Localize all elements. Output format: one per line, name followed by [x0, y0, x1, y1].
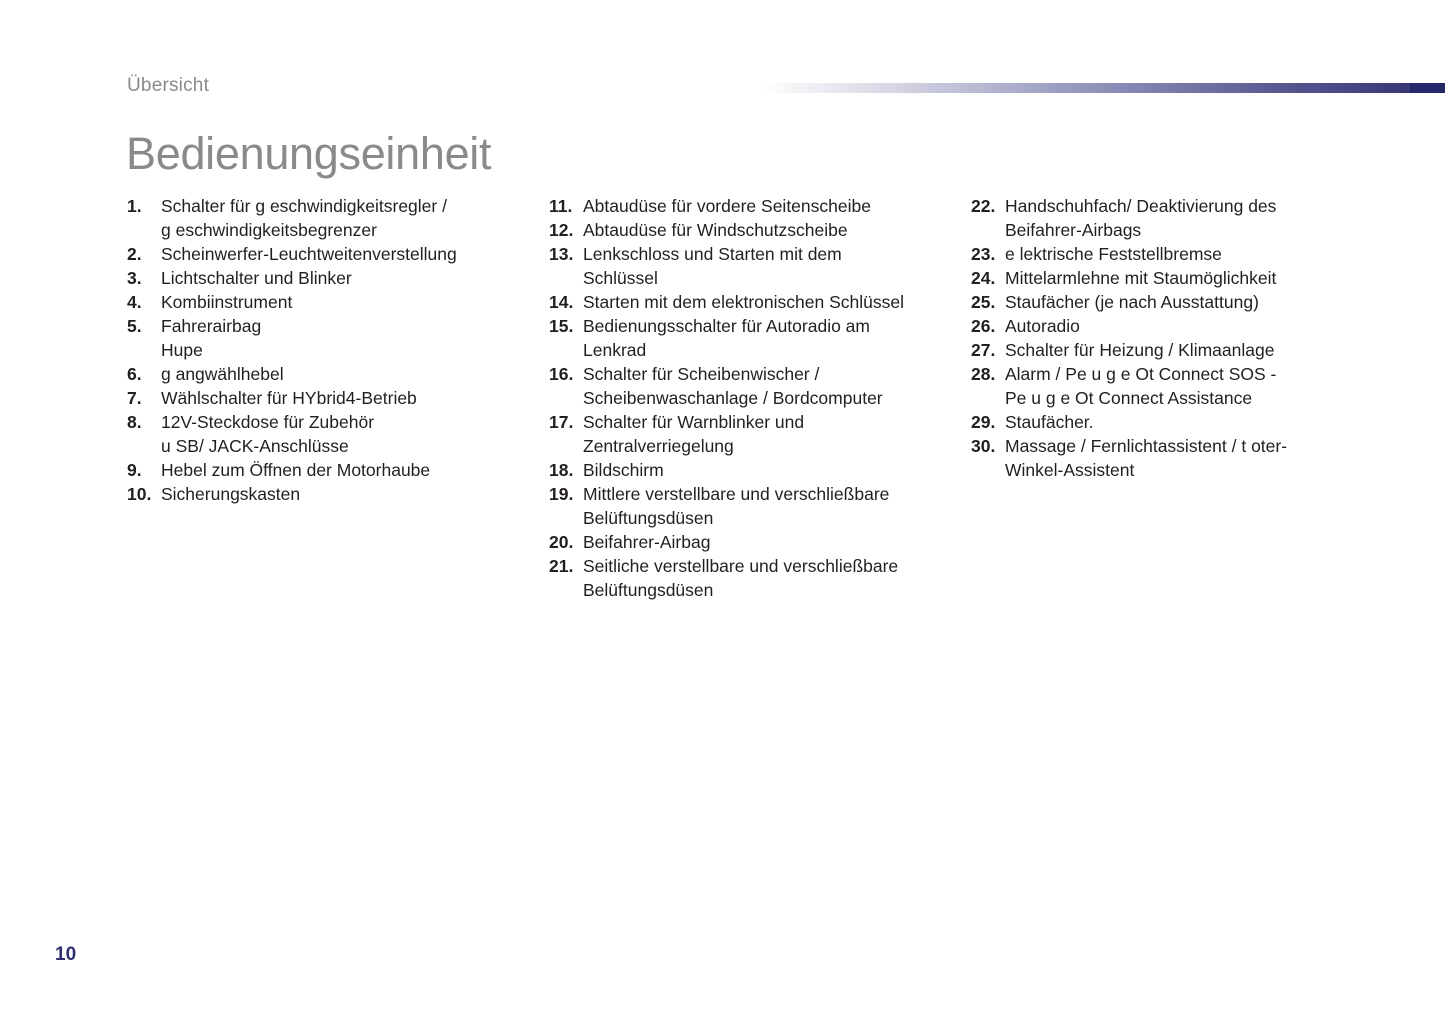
item-number: 30. [971, 436, 996, 456]
item-number: 1. [127, 196, 142, 216]
item-line: Wählschalter für HYbrid4-Betrieb [161, 388, 417, 408]
list-item [127, 410, 527, 458]
item-text [161, 194, 527, 242]
list-column-2 [549, 194, 949, 602]
item-line: Belüftungsdüsen [583, 508, 714, 528]
header-gradient-bar [760, 83, 1445, 93]
list-item [971, 410, 1371, 434]
item-text [583, 314, 949, 362]
item-line: Pe u g e Ot Connect Assistance [1005, 388, 1253, 408]
list-item [549, 410, 949, 458]
list-item [971, 338, 1371, 362]
list-item [127, 458, 527, 482]
item-number: 10. [127, 484, 152, 504]
item-number: 13. [549, 244, 574, 264]
item-number: 27. [971, 340, 996, 360]
item-line: Mittlere verstellbare und verschließbare [583, 484, 890, 504]
item-line: Schalter für Scheibenwischer / [583, 364, 820, 384]
list-item [549, 290, 949, 314]
item-number: 2. [127, 244, 142, 264]
header-bar-end [1410, 83, 1445, 93]
item-text [1005, 434, 1371, 482]
item-text [1005, 266, 1371, 290]
item-line: Mittelarmlehne mit Staumöglichkeit [1005, 268, 1277, 288]
item-text [161, 242, 527, 266]
item-number: 25. [971, 292, 996, 312]
item-number: 9. [127, 460, 142, 480]
item-line: Kombiinstrument [161, 292, 293, 312]
item-line: u SB/ JACK-Anschlüsse [161, 436, 349, 456]
item-line: Fahrerairbag [161, 316, 262, 336]
item-line: Schalter für Heizung / Klimaanlage [1005, 340, 1275, 360]
item-text [583, 530, 949, 554]
item-line: Hebel zum Öffnen der Motorhaube [161, 460, 431, 480]
item-line: Winkel-Assistent [1005, 460, 1135, 480]
item-line: Alarm / Pe u g e Ot Connect SOS - [1005, 364, 1277, 384]
list-item [549, 530, 949, 554]
item-line: Schalter für g eschwindigkeitsregler / [161, 196, 447, 216]
list-item [971, 266, 1371, 290]
item-number: 14. [549, 292, 574, 312]
item-line: Massage / Fernlichtassistent / t oter- [1005, 436, 1288, 456]
list-item [549, 482, 949, 530]
item-number: 17. [549, 412, 574, 432]
item-line: Seitliche verstellbare und verschließbare [583, 556, 899, 576]
item-number: 20. [549, 532, 574, 552]
item-line: Lenkschloss und Starten mit dem [583, 244, 842, 264]
item-line: Hupe [161, 340, 203, 360]
list-item [549, 242, 949, 290]
list-item [127, 314, 527, 362]
item-text [161, 482, 527, 506]
item-text [161, 362, 527, 386]
item-text [161, 314, 527, 362]
list-item [971, 362, 1371, 410]
list-item [971, 290, 1371, 314]
item-number: 4. [127, 292, 142, 312]
section-label: Übersicht [127, 75, 210, 96]
item-line: Abtaudüse für vordere Seitenscheibe [583, 196, 871, 216]
item-line: Schlüssel [583, 268, 658, 288]
item-text [161, 386, 527, 410]
item-text [161, 290, 527, 314]
item-number: 12. [549, 220, 574, 240]
item-text [583, 218, 949, 242]
list-item [127, 482, 527, 506]
item-number: 29. [971, 412, 996, 432]
item-number: 28. [971, 364, 996, 384]
item-line: Bildschirm [583, 460, 664, 480]
list-item [549, 218, 949, 242]
list-item [127, 386, 527, 410]
item-line: Lichtschalter und Blinker [161, 268, 352, 288]
list-item [971, 434, 1371, 482]
item-line: g eschwindigkeitsbegrenzer [161, 220, 377, 240]
item-number: 22. [971, 196, 996, 216]
item-number: 24. [971, 268, 996, 288]
list-item [127, 266, 527, 290]
item-text [583, 410, 949, 458]
list-column-1 [127, 194, 527, 506]
item-text [583, 242, 949, 290]
item-number: 7. [127, 388, 142, 408]
item-line: Zentralverriegelung [583, 436, 734, 456]
item-number: 15. [549, 316, 574, 336]
item-line: Scheibenwaschanlage / Bordcomputer [583, 388, 883, 408]
item-line: Staufächer. [1005, 412, 1094, 432]
list-item [549, 314, 949, 362]
item-text [1005, 194, 1371, 242]
item-text [583, 482, 949, 530]
item-text [583, 458, 949, 482]
list-item [549, 194, 949, 218]
list-item [549, 362, 949, 410]
item-line: Autoradio [1005, 316, 1080, 336]
item-number: 8. [127, 412, 142, 432]
item-line: Bedienungsschalter für Autoradio am [583, 316, 870, 336]
item-number: 23. [971, 244, 996, 264]
list-item [127, 362, 527, 386]
item-line: Lenkrad [583, 340, 647, 360]
list-item [549, 458, 949, 482]
list-item [127, 290, 527, 314]
item-text [161, 458, 527, 482]
item-number: 3. [127, 268, 142, 288]
item-line: Handschuhfach/ Deaktivierung des [1005, 196, 1277, 216]
item-number: 6. [127, 364, 142, 384]
item-number: 5. [127, 316, 142, 336]
item-text [1005, 314, 1371, 338]
page-title: Bedienungseinheit [126, 128, 492, 179]
page-number: 10 [55, 944, 77, 965]
item-text [161, 410, 527, 458]
item-line: 12V-Steckdose für Zubehör [161, 412, 375, 432]
item-line: Sicherungskasten [161, 484, 301, 504]
item-number: 19. [549, 484, 574, 504]
item-number: 18. [549, 460, 574, 480]
list-item [971, 242, 1371, 266]
list-item [549, 554, 949, 602]
item-number: 21. [549, 556, 574, 576]
item-line: Staufächer (je nach Ausstattung) [1005, 292, 1259, 312]
item-text [583, 290, 949, 314]
list-item [127, 194, 527, 242]
list-column-3 [971, 194, 1371, 482]
item-line: Starten mit dem elektronischen Schlüssel [583, 292, 904, 312]
item-text [1005, 410, 1371, 434]
list-item [971, 314, 1371, 338]
item-line: Scheinwerfer-Leuchtweitenverstellung [161, 244, 457, 264]
list-item [127, 242, 527, 266]
item-text [1005, 242, 1371, 266]
item-text [583, 194, 949, 218]
item-line: Belüftungsdüsen [583, 580, 714, 600]
item-text [583, 554, 949, 602]
item-text [161, 266, 527, 290]
item-number: 11. [549, 196, 573, 216]
item-line: g angwählhebel [161, 364, 284, 384]
list-item [971, 194, 1371, 242]
item-text [1005, 338, 1371, 362]
item-text [1005, 290, 1371, 314]
item-line: Beifahrer-Airbags [1005, 220, 1142, 240]
item-line: Schalter für Warnblinker und [583, 412, 805, 432]
item-line: Beifahrer-Airbag [583, 532, 711, 552]
item-text [583, 362, 949, 410]
item-number: 26. [971, 316, 996, 336]
item-line: Abtaudüse für Windschutzscheibe [583, 220, 848, 240]
item-line: e lektrische Feststellbremse [1005, 244, 1222, 264]
item-number: 16. [549, 364, 574, 384]
item-text [1005, 362, 1371, 410]
